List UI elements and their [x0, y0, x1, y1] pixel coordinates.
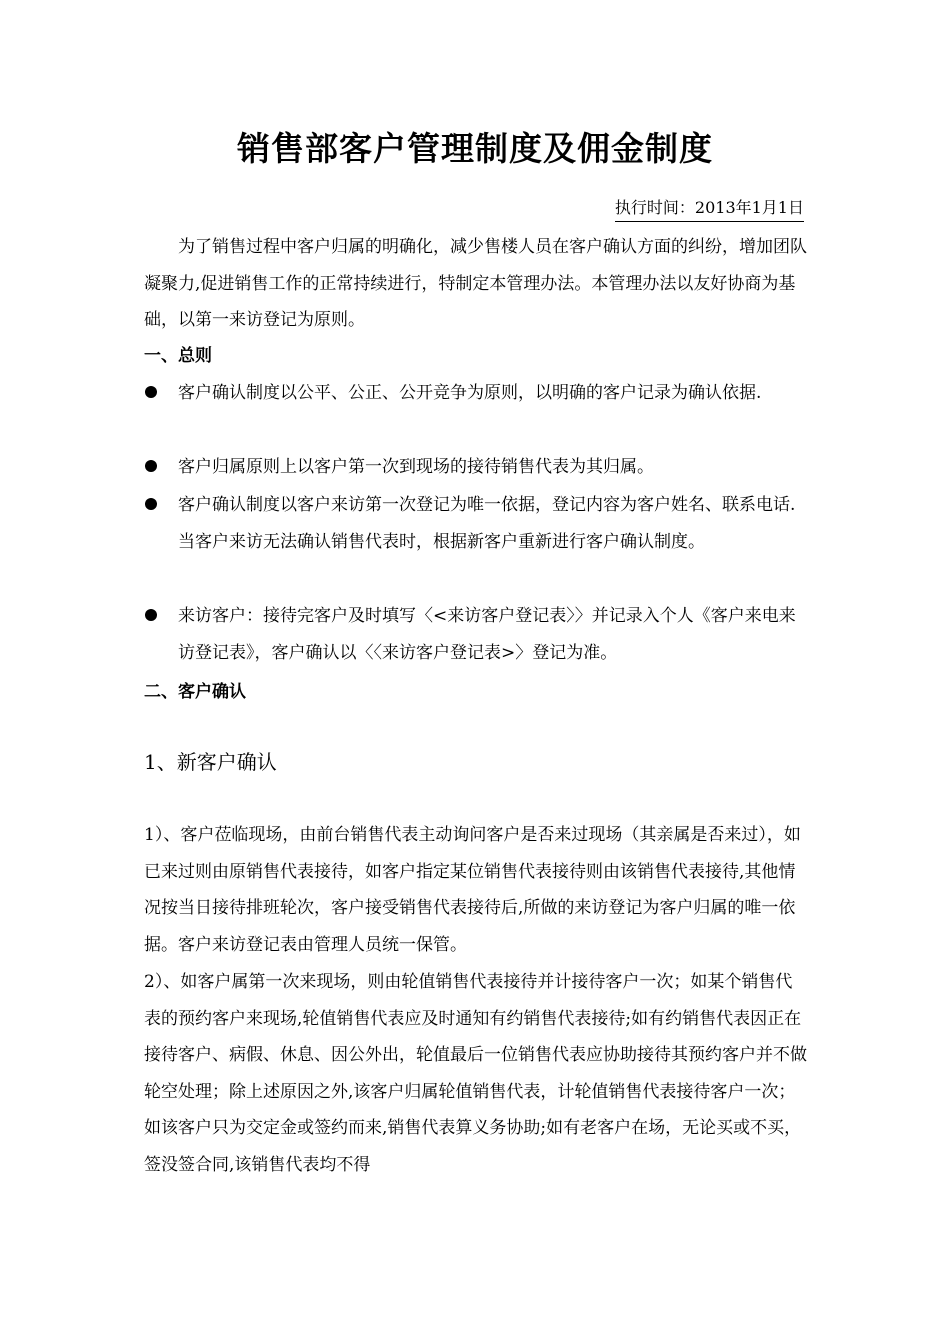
section-heading-customer-confirmation: 二、客户确认 [144, 682, 246, 702]
bullet-item [144, 449, 809, 486]
bullet-text: 客户确认制度以公平、公正、公开竞争为原则，以明确的客户记录为确认依据. [178, 383, 762, 403]
section-heading-general: 一、总则 [144, 346, 212, 366]
bullet-dot-icon [145, 609, 157, 621]
bullet-text: 客户归属原则上以客户第一次到现场的接待销售代表为其归属。 [178, 457, 654, 477]
bullet-dot-icon [145, 460, 157, 472]
bullet-dot-icon [145, 386, 157, 398]
bullet-item [144, 598, 809, 671]
subsection-heading-new-customer: 1、新客户确认 [144, 750, 277, 774]
document-title: 销售部客户管理制度及佣金制度 [237, 129, 713, 168]
bullet-dot-icon [145, 498, 157, 510]
body-paragraph-2: 2）、如客户属第一次来现场，则由轮值销售代表接待并计接待客户一次；如某个销售代表的预约客户来现场,轮值销售代表应及时通知有约销售代表接待;如有约销售代表因正在接待客户、病假、休息、因公外出，轮值最后一位销售代表应协助接待其预约客户并不做轮空处理；除上述原因之外,该客户归属轮值销售代表，计轮值销售代表接待客户一次；如该客户只为交定金或签约而来,销售代表算义务协助;如有老客户在场，无论买或不买，签没签合同,该销售代表均不得 [144, 972, 807, 1175]
execution-date: 执行时间：2013年1月1日 [615, 196, 804, 222]
intro-paragraph: 为了销售过程中客户归属的明确化，减少售楼人员在客户确认方面的纠纷，增加团队凝聚力,促进销售工作的正常持续进行，特制定本管理办法。本管理办法以友好协商为基础，以第一来访登记为原则。 [144, 237, 807, 330]
bullet-text: 客户确认制度以客户来访第一次登记为唯一依据，登记内容为客户姓名、联系电话.当客户来访无法确认销售代表时，根据新客户重新进行客户确认制度。 [178, 495, 796, 552]
bullet-text: 来访客户：接待完客户及时填写〈<来访客户登记表〉〉并记录入个人《客户来电来访登记表》，客户确认以〈〈来访客户登记表>〉登记为准。 [178, 606, 796, 663]
body-paragraph-1: 1）、客户莅临现场，由前台销售代表主动询问客户是否来过现场（其亲属是否来过），如已来过则由原销售代表接待，如客户指定某位销售代表接待则由该销售代表接待,其他情况按当日接待排班轮次，客户接受销售代表接待后,所做的来访登记为客户归属的唯一依据。客户来访登记表由管理人员统一保管。 [144, 825, 801, 955]
bullet-item [144, 487, 809, 560]
bullet-item [144, 375, 809, 412]
